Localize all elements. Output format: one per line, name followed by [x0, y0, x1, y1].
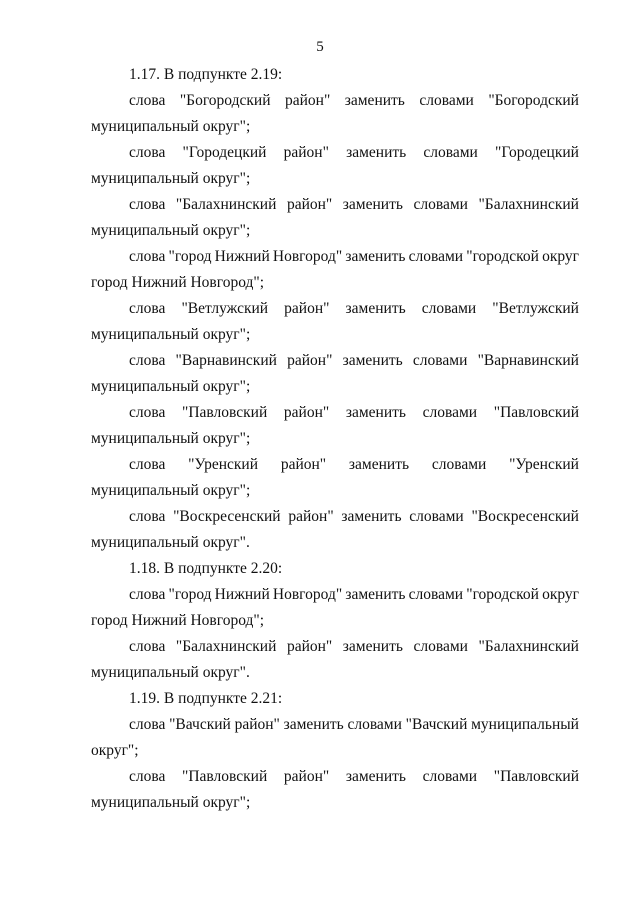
amendment-line-1 — [91, 296, 579, 322]
word: "Уренский — [509, 456, 579, 473]
word: "город — [168, 586, 212, 603]
word: район" — [286, 638, 333, 655]
word: заменить — [342, 352, 403, 369]
word: "Балахнинский — [478, 638, 579, 655]
word: район" — [280, 456, 327, 473]
word: слова — [129, 716, 166, 733]
amendment-line-2: город Нижний Новгород"; — [91, 274, 265, 291]
word: заменить — [283, 716, 344, 733]
amendment-line-1 — [91, 192, 579, 218]
word: "город — [168, 248, 212, 265]
amendment-line-1 — [91, 504, 579, 530]
amendment-line-2: муниципальный округ"; — [91, 482, 251, 499]
word: словами — [408, 248, 464, 265]
word: Новгород" — [272, 586, 343, 603]
amendment-item — [91, 400, 579, 452]
word: заменить — [342, 638, 403, 655]
word: словами — [408, 586, 464, 603]
word: слова — [129, 300, 166, 317]
word: словами — [422, 404, 478, 421]
word: "Городецкий — [495, 144, 579, 161]
word: слова — [129, 638, 166, 655]
amendment-item — [91, 296, 579, 348]
amendment-line-2: муниципальный округ". — [91, 534, 250, 551]
word: "Воскресенский — [173, 508, 281, 525]
word: слова — [129, 768, 166, 785]
word: слова — [129, 352, 166, 369]
word: "Воскресенский — [471, 508, 579, 525]
word: словами — [421, 300, 477, 317]
amendment-item — [91, 348, 579, 400]
amendment-line-1 — [91, 244, 579, 270]
page-number: 5 — [316, 39, 324, 55]
amendment-line-1 — [91, 582, 579, 608]
word: заменить — [345, 768, 406, 785]
word: Нижний — [214, 248, 270, 265]
amendment-line-2: округ"; — [91, 742, 139, 759]
amendment-item — [91, 504, 579, 556]
word: "Ветлужский — [181, 300, 269, 317]
word: слова — [129, 248, 166, 265]
amendment-item — [91, 712, 579, 764]
word: слова — [129, 586, 166, 603]
word: заменить — [345, 404, 406, 421]
amendment-line-1 — [91, 712, 579, 738]
word: "Богородский — [488, 92, 579, 109]
section-heading: 1.17. В подпункте 2.19: — [129, 66, 283, 83]
word: словами — [413, 196, 468, 213]
word: район" — [288, 508, 334, 525]
word: округ — [542, 248, 579, 265]
word: заменить — [342, 196, 403, 213]
amendment-line-1 — [91, 452, 579, 478]
amendment-item — [91, 88, 579, 140]
word: слова — [129, 92, 166, 109]
amendment-line-2: муниципальный округ"; — [91, 430, 251, 447]
word: словами — [413, 638, 468, 655]
word: словами — [431, 456, 487, 473]
amendment-item — [91, 764, 579, 816]
word: район" — [283, 768, 330, 785]
amendment-line-1 — [91, 400, 579, 426]
amendment-item — [91, 452, 579, 504]
word: район" — [287, 352, 333, 369]
word: заменить — [348, 456, 410, 473]
word: "городской — [466, 586, 539, 603]
word: "городской — [466, 248, 539, 265]
amendment-item — [91, 582, 579, 634]
word: слова — [129, 404, 166, 421]
word: "Уренский — [188, 456, 259, 473]
word: слова — [129, 196, 166, 213]
word: "Балахнинский — [175, 196, 277, 213]
word: заменить — [345, 248, 406, 265]
word: округ — [542, 586, 579, 603]
amendment-line-1 — [91, 88, 579, 114]
word: заменить — [345, 300, 406, 317]
word: район" — [283, 144, 329, 161]
word: "Городецкий — [182, 144, 267, 161]
word: район" — [234, 716, 280, 733]
amendment-line-2: муниципальный округ"; — [91, 118, 251, 135]
word: район" — [284, 92, 331, 109]
word: муниципальный — [471, 716, 579, 733]
word: заменить — [346, 144, 407, 161]
amendment-line-1 — [91, 764, 579, 790]
word: словами — [409, 508, 464, 525]
amendment-line-2: муниципальный округ"; — [91, 222, 251, 239]
word: "Балахнинский — [478, 196, 579, 213]
word: заменить — [341, 508, 402, 525]
amendment-line-2: муниципальный округ"; — [91, 794, 251, 811]
word: "Варнавинский — [175, 352, 277, 369]
word: "Павловский — [493, 404, 579, 421]
word: Новгород" — [272, 248, 343, 265]
word: "Балахнинский — [175, 638, 277, 655]
amendment-line-1 — [91, 634, 579, 660]
amendment-line-2: город Нижний Новгород"; — [91, 612, 265, 629]
amendment-line-2: муниципальный округ". — [91, 664, 250, 681]
word: заменить — [344, 92, 405, 109]
section-heading: 1.18. В подпункте 2.20: — [129, 560, 283, 577]
amendment-line-2: муниципальный округ"; — [91, 326, 251, 343]
word: "Вачский — [169, 716, 231, 733]
amendment-item — [91, 634, 579, 686]
word: словами — [419, 92, 474, 109]
word: "Варнавинский — [477, 352, 579, 369]
amendment-line-1 — [91, 140, 579, 166]
word: Нижний — [214, 586, 270, 603]
word: словами — [422, 768, 478, 785]
word: "Вачский — [405, 716, 468, 733]
word: район" — [286, 196, 333, 213]
word: словами — [423, 144, 478, 161]
section-heading: 1.19. В подпункте 2.21: — [129, 690, 283, 707]
word: слова — [129, 456, 166, 473]
word: "Павловский — [493, 768, 579, 785]
amendment-line-2: муниципальный округ"; — [91, 170, 251, 187]
document-body — [91, 62, 579, 816]
word: словами — [347, 716, 402, 733]
amendment-line-1 — [91, 348, 579, 374]
amendment-item — [91, 140, 579, 192]
word: "Павловский — [182, 404, 268, 421]
word: заменить — [345, 586, 406, 603]
word: "Ветлужский — [492, 300, 579, 317]
word: "Богородский — [179, 92, 271, 109]
amendment-line-2: муниципальный округ"; — [91, 378, 251, 395]
amendment-item — [91, 244, 579, 296]
word: район" — [284, 300, 330, 317]
word: слова — [129, 508, 166, 525]
amendment-item — [91, 192, 579, 244]
word: район" — [283, 404, 330, 421]
word: словами — [412, 352, 468, 369]
word: "Павловский — [182, 768, 268, 785]
word: слова — [129, 144, 166, 161]
